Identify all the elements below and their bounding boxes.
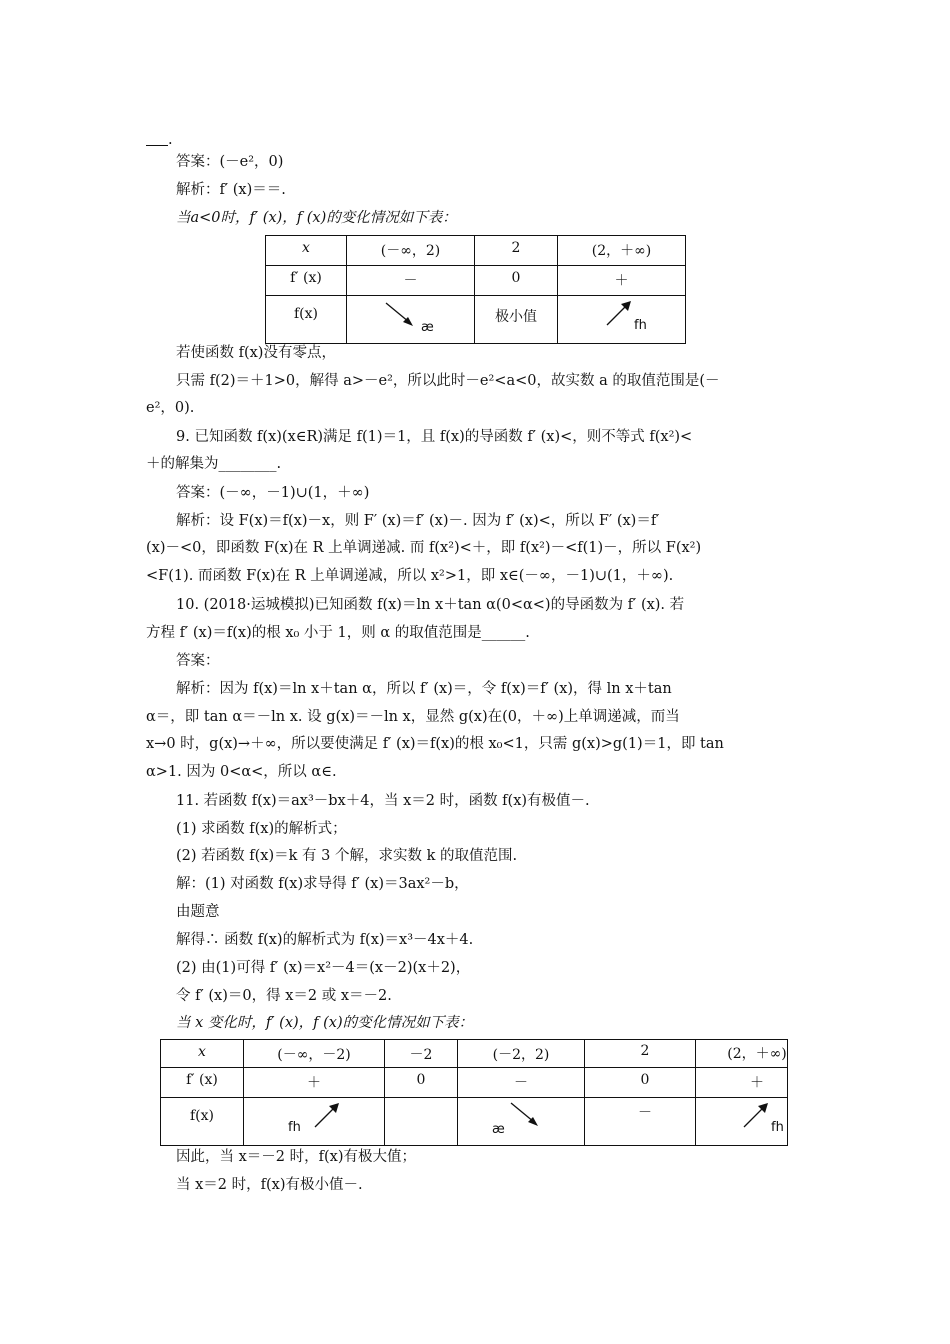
t1-f-decreasing bbox=[347, 296, 475, 344]
t2-f-right-group bbox=[585, 1098, 788, 1146]
problem-10: 10. (2018·运城模拟)已知函数 f(x)＝ln x＋tan α(0<α<)的导函数为 f′ (x). 若 bbox=[176, 597, 685, 613]
t1-fprime-label: f′ (x) bbox=[266, 266, 347, 296]
decreasing-arrow-icon bbox=[383, 300, 417, 330]
answer-9: 答案：(－∞，－1)∪(1，＋∞) bbox=[176, 485, 370, 501]
problem-11-part2: (2) 若函数 f(x)＝k 有 3 个解，求实数 k 的取值范围. bbox=[176, 848, 518, 864]
problem-11: 11. 若函数 f(x)＝ax³－bx＋4，当 x＝2 时，函数 f(x)有极值－. bbox=[176, 793, 590, 809]
answer-10: 答案： bbox=[176, 653, 220, 669]
variation-table-1 bbox=[265, 235, 686, 344]
solution-11-e: 令 f′ (x)＝0，得 x＝2 或 x＝－2. bbox=[176, 988, 392, 1004]
t2-header-2-text: 2 bbox=[640, 1043, 650, 1059]
variation-table-2 bbox=[160, 1039, 788, 1146]
analysis-9-b: (x)－<0，即函数 F(x)在 R 上单调递减. 而 f(x²)<＋，即 f(x²)－<f(1)－，所以 F(x²) bbox=[146, 540, 702, 556]
decreasing-label: æ bbox=[492, 1122, 505, 1137]
para-condition-cont: e²，0). bbox=[146, 400, 195, 416]
analysis-10-a: 解析：因为 f(x)＝ln x＋tan α，所以 f′ (x)＝，令 f(x)＝f′ (x)，得 ln x＋tan bbox=[176, 681, 672, 697]
t2-f-max-empty bbox=[385, 1098, 458, 1146]
t2-fprime-right-group bbox=[585, 1068, 788, 1098]
t2-f-label: f(x) bbox=[161, 1098, 244, 1146]
t2-f-increasing-left bbox=[244, 1098, 385, 1146]
problem-9: 9. 已知函数 f(x)(x∈R)满足 f(1)＝1，且 f(x)的导函数 f′ (x)<，则不等式 f(x²)< bbox=[176, 429, 693, 445]
para-zero-point: 若使函数 f(x)没有零点， bbox=[176, 345, 336, 361]
increasing-arrow-icon bbox=[312, 1100, 342, 1130]
t2-f-decreasing bbox=[458, 1098, 585, 1146]
t1-header-interval-right: (2，＋∞) bbox=[558, 236, 686, 266]
problem-11-part1: (1) 求函数 f(x)的解析式； bbox=[176, 821, 347, 837]
t2-header-x: x bbox=[161, 1040, 244, 1068]
analysis-9-a: 解析：设 F(x)＝f(x)－x，则 F′ (x)＝f′ (x)－. 因为 f′ (x)<，所以 F′ (x)＝f′ bbox=[176, 513, 660, 529]
solution-11-d: (2) 由(1)可得 f′ (x)＝x²－4＝(x－2)(x＋2)， bbox=[176, 960, 471, 976]
t1-f-increasing bbox=[558, 296, 686, 344]
t2-fprime-plus-right: ＋ bbox=[750, 1075, 764, 1091]
answer-blank bbox=[146, 145, 168, 146]
t2-fprime-label: f′ (x) bbox=[161, 1068, 244, 1098]
t1-header-interval-left: (－∞，2) bbox=[347, 236, 475, 266]
t1-fprime-sign-left: － bbox=[347, 266, 475, 296]
table-caption-1: 当a<0时，f′ (x)，f (x)的变化情况如下表： bbox=[176, 210, 457, 226]
t2-fprime-plus-left: ＋ bbox=[244, 1068, 385, 1098]
t2-header-2 bbox=[585, 1040, 788, 1068]
t2-header-int1: (－∞，－2) bbox=[244, 1040, 385, 1068]
solution-11-c: 解得∴ 函数 f(x)的解析式为 f(x)＝x³－4x＋4. bbox=[176, 932, 474, 948]
t1-header-2: 2 bbox=[475, 236, 558, 266]
t2-f-min-value: － bbox=[638, 1105, 652, 1121]
analysis-8: 解析：f′ (x)＝＝. bbox=[176, 182, 286, 198]
t2-header-int2: (－2，2) bbox=[458, 1040, 585, 1068]
analysis-10-b: α＝，即 tan α＝－ln x. 设 g(x)＝－ln x，显然 g(x)在(0，＋∞)上单调递减，而当 bbox=[146, 709, 680, 725]
t2-header-int3: (2，＋∞) bbox=[727, 1046, 787, 1062]
t2-divider bbox=[695, 1097, 696, 1146]
increasing-label: fh bbox=[771, 1120, 784, 1135]
increasing-label: fh bbox=[288, 1120, 301, 1135]
t2-header-neg2: －2 bbox=[385, 1040, 458, 1068]
increasing-arrow-icon bbox=[741, 1100, 771, 1130]
answer-8: 答案：(－e²，0) bbox=[176, 154, 284, 170]
t1-f-label: f(x) bbox=[266, 296, 347, 344]
problem-9-cont: ＋的解集为________. bbox=[146, 456, 282, 472]
decreasing-label: æ bbox=[421, 320, 434, 335]
t1-fprime-zero: 0 bbox=[475, 266, 558, 296]
t1-f-min: 极小值 bbox=[475, 296, 558, 344]
increasing-arrow-icon bbox=[604, 298, 634, 328]
blank-period: . bbox=[168, 132, 173, 148]
t2-fprime-zero-b: 0 bbox=[640, 1072, 650, 1088]
problem-10-cont: 方程 f′ (x)＝f(x)的根 x₀ 小于 1，则 α 的取值范围是______. bbox=[146, 625, 530, 641]
decreasing-arrow-icon bbox=[508, 1100, 542, 1130]
t1-header-x: x bbox=[266, 236, 347, 266]
solution-11-a: 解：(1) 对函数 f(x)求导得 f′ (x)＝3ax²－b， bbox=[176, 876, 469, 892]
increasing-label: fh bbox=[634, 318, 647, 333]
analysis-10-c: x→0 时，g(x)→＋∞，所以要使满足 f′ (x)＝f(x)的根 x₀<1，只需 g(x)>g(1)＝1，即 tan bbox=[146, 736, 724, 752]
t2-fprime-minus: － bbox=[458, 1068, 585, 1098]
conclusion-max: 因此，当 x＝－2 时，f(x)有极大值； bbox=[176, 1149, 416, 1165]
solution-11-b: 由题意 bbox=[176, 904, 220, 920]
para-condition: 只需 f(2)＝＋1>0，解得 a>－e²，所以此时－e²<a<0，故实数 a 的取值范围是(－ bbox=[176, 373, 720, 389]
conclusion-min: 当 x＝2 时，f(x)有极小值－. bbox=[176, 1177, 363, 1193]
analysis-10-d: α>1. 因为 0<α<，所以 α∈. bbox=[146, 764, 337, 780]
t2-fprime-zero-a: 0 bbox=[385, 1068, 458, 1098]
analysis-9-c: <F(1). 而函数 F(x)在 R 上单调递减，所以 x²>1，即 x∈(－∞，－1)∪(1，＋∞). bbox=[146, 568, 674, 584]
table-caption-2: 当 x 变化时，f′ (x)，f (x)的变化情况如下表： bbox=[176, 1015, 474, 1031]
t1-fprime-sign-right: ＋ bbox=[558, 266, 686, 296]
